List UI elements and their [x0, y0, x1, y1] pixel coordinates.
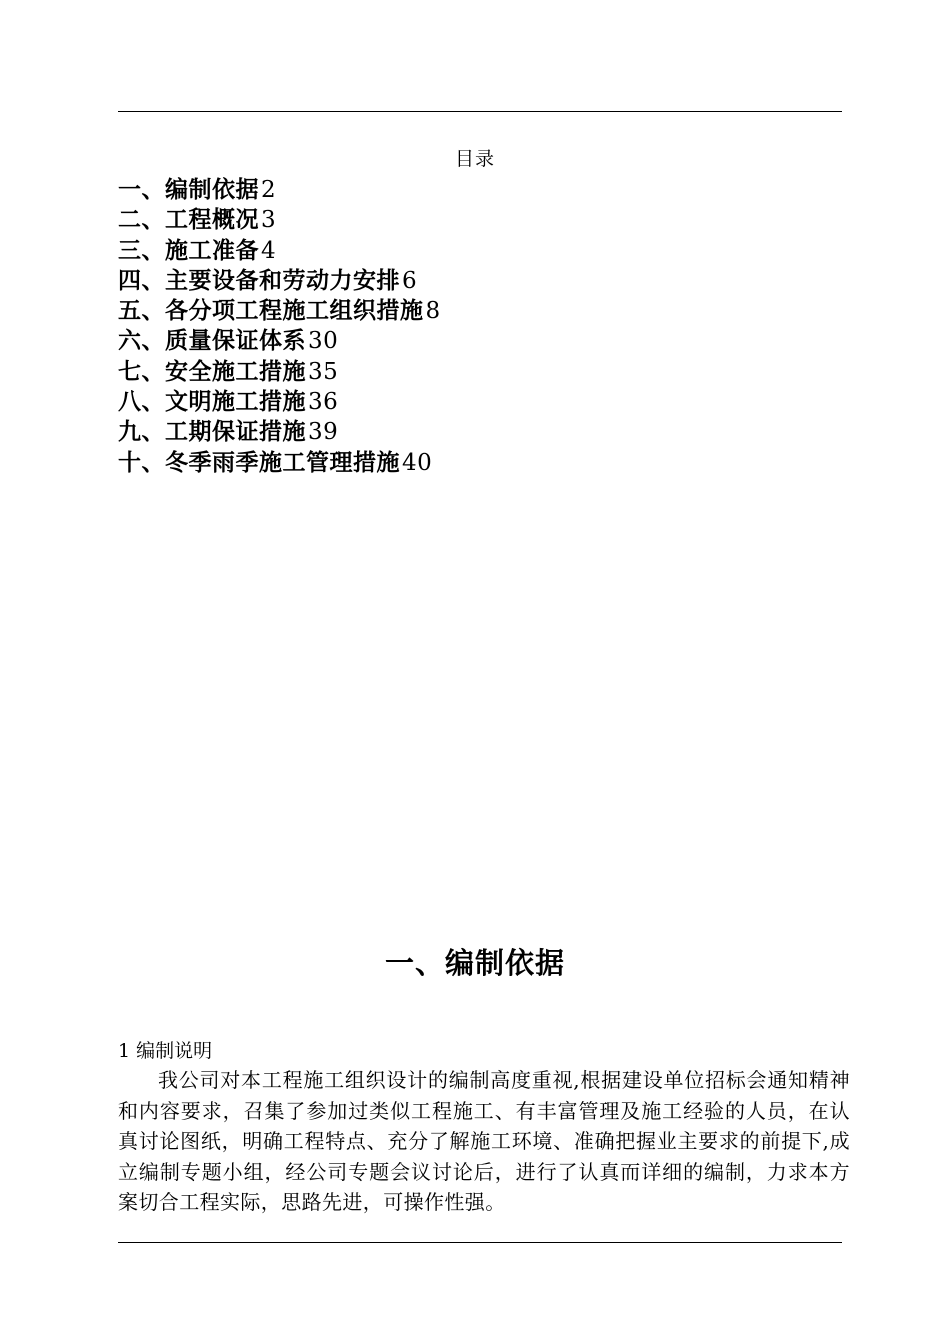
body-paragraph: 我公司对本工程施工组织设计的编制高度重视,根据建设单位招标会通知精神和内容要求，召集了参加过类似工程施工、有丰富管理及施工经验的人员，在认真讨论图纸，明确工程特点、充分了解施工环境、准确把握业主要求的前提下,成立编制专题小组，经公司专题会议讨论后，进行了认真而详细的编制，力求本方案切合工程实际，思路先进，可操作性强。: [118, 1068, 850, 1214]
toc-entry-page: 3: [261, 207, 277, 234]
toc-entry-label: 一、编制依据: [118, 176, 259, 203]
toc-entry-page: 2: [261, 177, 277, 203]
toc-entry[interactable]: [118, 236, 441, 266]
toc-entry-label: 十、冬季雨季施工管理措施: [118, 448, 400, 476]
toc-entry-label: 五、各分项工程施工组织措施: [118, 297, 424, 325]
toc-entry-page: 39: [308, 419, 339, 446]
toc-entry-page: 36: [308, 389, 339, 416]
toc-entry[interactable]: [118, 357, 441, 387]
toc-entry-page: 30: [308, 328, 339, 355]
toc-entry-page: 40: [402, 449, 433, 476]
section-heading: 一、编制依据: [384, 946, 565, 980]
toc-entry[interactable]: [118, 417, 441, 447]
toc-entry[interactable]: [118, 387, 441, 417]
toc-entry-label: 三、施工准备: [118, 236, 259, 264]
toc-entry-label: 九、工期保证措施: [118, 418, 306, 446]
toc-entry[interactable]: [118, 296, 441, 326]
table-of-contents: [118, 175, 441, 478]
toc-entry-label: 六、质量保证体系: [118, 327, 306, 355]
toc-entry[interactable]: [118, 448, 441, 478]
footer-rule: [118, 1242, 842, 1243]
toc-entry-label: 四、主要设备和劳动力安排: [118, 266, 400, 294]
toc-entry-page: 35: [308, 358, 339, 385]
toc-entry-page: 8: [425, 298, 441, 325]
toc-entry[interactable]: [118, 175, 441, 205]
toc-entry[interactable]: [118, 326, 441, 356]
toc-entry-label: 七、安全施工措施: [118, 357, 306, 385]
toc-title: 目录: [454, 148, 495, 170]
toc-entry-label: 八、文明施工措施: [118, 388, 306, 416]
section-subheading: 1 编制说明: [118, 1040, 213, 1062]
header-rule: [118, 111, 842, 112]
toc-entry[interactable]: [118, 205, 441, 235]
toc-entry-label: 二、工程概况: [118, 206, 259, 234]
toc-entry[interactable]: [118, 266, 441, 296]
toc-entry-page: 6: [402, 267, 418, 294]
toc-entry-page: 4: [261, 237, 277, 264]
